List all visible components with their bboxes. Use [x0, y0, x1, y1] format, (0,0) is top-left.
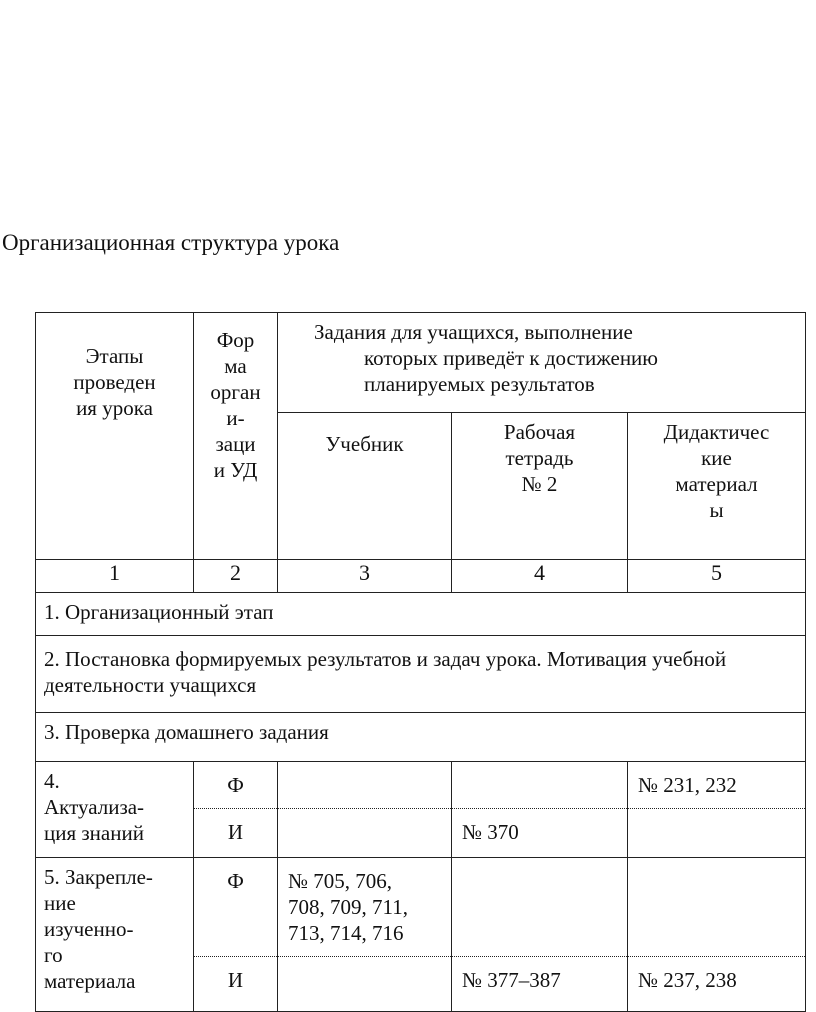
header-didactic-line: Дидактичес	[663, 420, 770, 444]
header-stages-line: Этапы	[85, 344, 144, 368]
header-tasks-line: которых приведёт к достижению	[364, 346, 658, 370]
header-stages	[36, 313, 194, 560]
header-workbook-line: № 2	[521, 472, 558, 496]
header-tasks-line: Задания для учащихся, выполнение	[314, 320, 633, 344]
header-tasks-line: планируемых результатов	[364, 372, 595, 396]
column-number: 5	[628, 560, 806, 593]
stage-5-row-f	[36, 858, 806, 957]
form-cell: И	[194, 809, 278, 858]
didactic-cell: № 237, 238	[628, 957, 806, 1012]
header-form-line: и УД	[213, 458, 258, 482]
form-cell: Ф	[194, 858, 278, 957]
stage-5-label-line: ние	[44, 891, 76, 915]
stage-5-label-line: го	[44, 943, 63, 967]
stage-4-label-line: 4.	[44, 769, 60, 793]
column-number: 1	[36, 560, 194, 593]
textbook-cell	[278, 858, 452, 957]
stage-3-label: 3. Проверка домашнего задания	[36, 713, 806, 762]
header-workbook	[452, 413, 628, 560]
header-didactic	[628, 413, 806, 560]
stage-row-1	[36, 593, 806, 636]
stage-5-label-line: 5. Закрепле-	[44, 865, 153, 889]
header-stages-line: ия урока	[76, 396, 153, 420]
didactic-cell	[628, 858, 806, 957]
lesson-structure-table	[35, 312, 806, 1012]
stage-5-label-line: изученно-	[44, 917, 134, 941]
header-textbook: Учебник	[278, 413, 452, 560]
textbook-line: 713, 714, 716	[288, 921, 404, 945]
stage-row-3	[36, 713, 806, 762]
column-number: 2	[194, 560, 278, 593]
didactic-cell: № 231, 232	[628, 762, 806, 809]
header-didactic-line: материал	[675, 472, 758, 496]
header-workbook-line: Рабочая	[503, 420, 576, 444]
column-number: 3	[278, 560, 452, 593]
header-row-1	[36, 313, 806, 413]
header-form-line: ма	[224, 354, 247, 378]
header-form-line: и-	[226, 406, 245, 430]
header-didactic-line: ы	[709, 498, 724, 522]
didactic-cell	[628, 809, 806, 858]
stage-4-row-f	[36, 762, 806, 809]
stage-4-label	[36, 762, 194, 858]
header-tasks	[278, 313, 806, 413]
header-didactic-line: кие	[701, 446, 732, 470]
workbook-cell: № 377‒387	[452, 957, 628, 1012]
header-workbook-line: тетрадь	[505, 446, 574, 470]
stage-row-2	[36, 636, 806, 713]
column-number: 4	[452, 560, 628, 593]
header-form-line: заци	[215, 432, 256, 456]
workbook-cell: № 370	[452, 809, 628, 858]
header-form	[194, 313, 278, 560]
form-cell: И	[194, 957, 278, 1012]
textbook-cell	[278, 957, 452, 1012]
stage-2-label: 2. Постановка формируемых результатов и задач урока. Мотивация учебной деятельности учащихся	[36, 636, 806, 713]
textbook-cell	[278, 809, 452, 858]
textbook-line: 708, 709, 711,	[288, 895, 408, 919]
header-stages-line: проведен	[73, 370, 156, 394]
header-form-line: орган	[210, 380, 261, 404]
stage-4-label-line: ция знаний	[44, 821, 144, 845]
stage-4-label-line: Актуализа-	[44, 795, 145, 819]
textbook-cell	[278, 762, 452, 809]
header-form-line: Фор	[216, 328, 255, 352]
stage-5-label-line: материала	[44, 969, 136, 993]
form-cell: Ф	[194, 762, 278, 809]
column-numbers-row	[36, 560, 806, 593]
workbook-cell	[452, 858, 628, 957]
stage-5-label	[36, 858, 194, 1012]
workbook-cell	[452, 762, 628, 809]
page-title: Организационная структура урока	[2, 230, 340, 255]
stage-1-label: 1. Организационный этап	[36, 593, 806, 636]
textbook-line: № 705, 706,	[288, 869, 393, 893]
